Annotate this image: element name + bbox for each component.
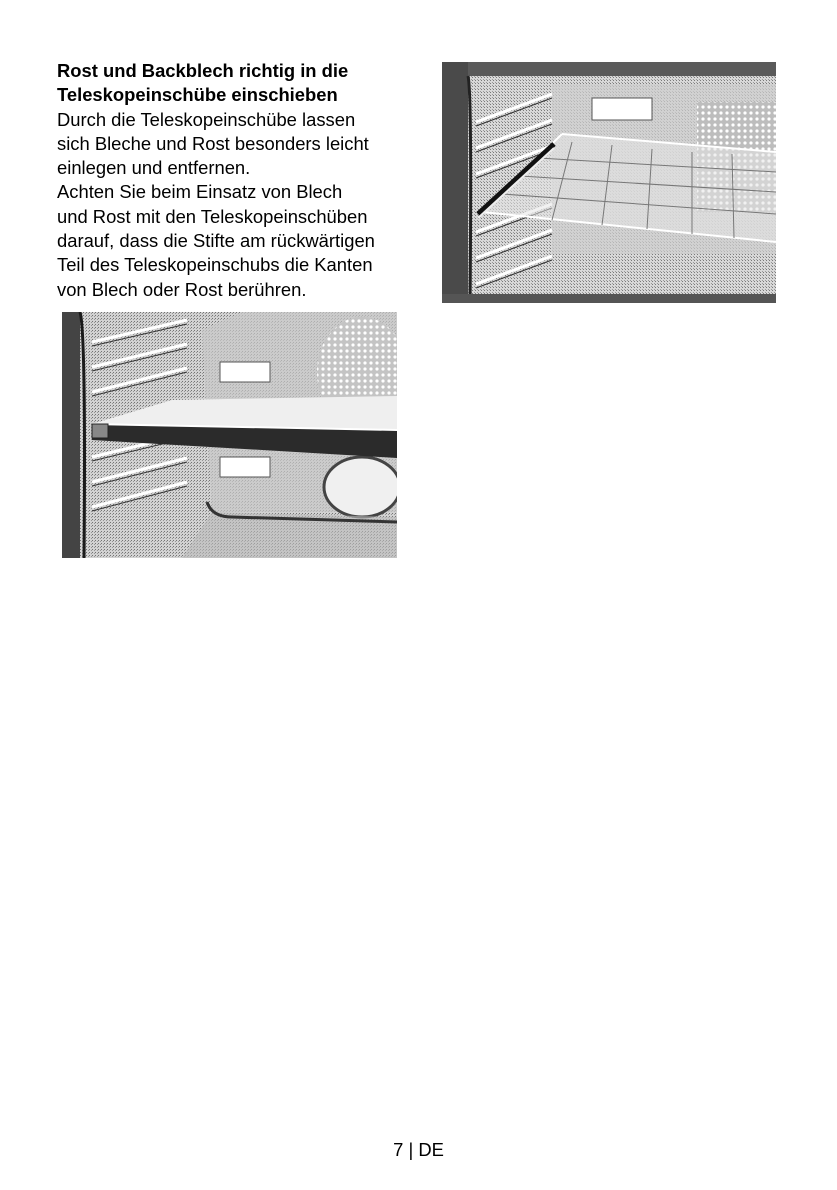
paragraph-line: und Rost mit den Teleskopeinschüben — [57, 205, 368, 227]
heading-line: Rost und Backblech richtig in die — [57, 60, 349, 81]
paragraph-line: Teil des Teleskopeinschubs die Kanten — [57, 254, 373, 276]
paragraph-line: von Blech oder Rost berühren. — [57, 278, 307, 300]
paragraph-line: sich Bleche und Rost besonders leicht — [57, 132, 369, 154]
paragraph-line: Durch die Teleskopeinschübe lassen — [57, 108, 356, 130]
paragraph-line: einlegen und entfernen. — [57, 157, 251, 179]
page-footer — [0, 1139, 837, 1161]
paragraph-2 — [57, 180, 417, 301]
paragraph-line: darauf, dass die Stifte am rückwärtigen — [57, 230, 375, 252]
paragraph-1 — [57, 108, 417, 181]
page-number-label: 7 | DE — [393, 1139, 444, 1160]
oven-tray-photo — [62, 312, 397, 558]
heading-line: Teleskopeinschübe einschieben — [57, 84, 338, 106]
section-heading — [57, 59, 417, 108]
oven-rack-photo — [442, 62, 776, 303]
paragraph-line: Achten Sie beim Einsatz von Blech — [57, 181, 343, 203]
instruction-text-block — [57, 59, 417, 302]
